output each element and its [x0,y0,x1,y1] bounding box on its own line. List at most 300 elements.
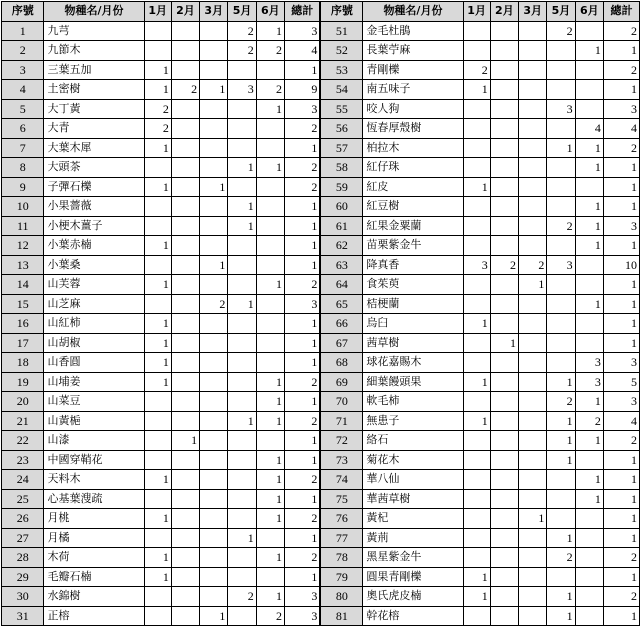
right-total-count-cell: 1 [603,314,639,334]
table-row [2,606,640,626]
left-jan-count-cell: 1 [144,509,171,529]
right-seq-cell: 74 [320,470,362,490]
left-mar-count-cell [200,450,228,470]
left-jun-count-cell [256,119,284,139]
left-seq-cell: 11 [2,216,44,236]
left-total-count-cell: 2 [285,372,321,392]
right-total-count-cell: 3 [603,392,639,412]
right-jun-count-cell: 1 [575,392,603,412]
left-total-count-cell: 1 [285,353,321,373]
left-may-count-cell [228,236,256,256]
right-species-name-cell: 菊花木 [363,450,463,470]
left-species-name-cell: 山芙蓉 [44,275,144,295]
left-may-count-cell [228,353,256,373]
left-jan-count-cell [144,411,171,431]
right-mar-count-cell [519,294,547,314]
left-total-count-cell: 1 [285,236,321,256]
left-feb-count-cell [171,548,199,568]
right-mar-count-cell [519,216,547,236]
left-may-count-cell: 2 [228,41,256,61]
left-mar-count-cell [200,353,228,373]
left-total-count-cell: 3 [285,294,321,314]
table-row [2,99,640,119]
right-jan-count-cell [463,333,490,353]
right-may-count-cell [547,567,575,587]
left-species-name-cell: 山埔姜 [44,372,144,392]
right-species-name-cell: 桔梗蘭 [363,294,463,314]
right-seq-cell: 76 [320,509,362,529]
right-feb-count-cell [490,431,518,451]
right-may-count-cell [547,158,575,178]
right-species-name-cell: 華八仙 [363,470,463,490]
left-jan-count-cell [144,392,171,412]
left-feb-count-cell [171,41,199,61]
left-jun-count-cell [256,353,284,373]
left-jan-count-cell [144,294,171,314]
right-species-name-cell: 柏拉木 [363,138,463,158]
right-seq-cell: 53 [320,60,362,80]
right-feb-count-cell [490,450,518,470]
right-total-count-cell: 3 [603,216,639,236]
right-species-name-cell: 食茱萸 [363,275,463,295]
header-species: 物種名/月份 [363,2,463,22]
left-mar-count-cell [200,99,228,119]
table-row [2,392,640,412]
left-species-name-cell: 大丁黃 [44,99,144,119]
right-species-name-cell: 咬人狗 [363,99,463,119]
right-jan-count-cell [463,470,490,490]
right-jan-count-cell [463,236,490,256]
left-may-count-cell [228,314,256,334]
right-mar-count-cell [519,138,547,158]
left-seq-cell: 7 [2,138,44,158]
right-jun-count-cell [575,99,603,119]
left-jan-count-cell [144,587,171,607]
right-total-count-cell: 1 [603,606,639,626]
right-seq-cell: 57 [320,138,362,158]
right-feb-count-cell: 2 [490,255,518,275]
left-mar-count-cell: 1 [200,255,228,275]
right-seq-cell: 64 [320,275,362,295]
right-seq-cell: 78 [320,548,362,568]
left-species-name-cell: 小梗木薑子 [44,216,144,236]
species-monthly-count-table [1,1,640,626]
left-jun-count-cell: 1 [256,548,284,568]
left-species-name-cell: 大青 [44,119,144,139]
right-may-count-cell [547,470,575,490]
right-jun-count-cell [575,567,603,587]
right-jun-count-cell: 3 [575,353,603,373]
left-jan-count-cell [144,450,171,470]
left-mar-count-cell [200,119,228,139]
left-jun-count-cell: 1 [256,99,284,119]
left-feb-count-cell [171,21,199,41]
left-jan-count-cell [144,489,171,509]
right-jun-count-cell: 1 [575,294,603,314]
left-jun-count-cell: 1 [256,21,284,41]
left-seq-cell: 21 [2,411,44,431]
left-may-count-cell [228,548,256,568]
table-row [2,21,640,41]
right-may-count-cell [547,353,575,373]
left-feb-count-cell [171,314,199,334]
right-feb-count-cell [490,99,518,119]
right-feb-count-cell [490,353,518,373]
left-feb-count-cell [171,294,199,314]
right-mar-count-cell [519,431,547,451]
right-jun-count-cell [575,177,603,197]
right-total-count-cell: 1 [603,470,639,490]
right-jun-count-cell [575,275,603,295]
left-total-count-cell: 2 [285,275,321,295]
right-may-count-cell [547,294,575,314]
right-seq-cell: 59 [320,177,362,197]
right-jan-count-cell [463,489,490,509]
left-seq-cell: 31 [2,606,44,626]
table-row [2,509,640,529]
right-total-count-cell: 3 [603,353,639,373]
right-mar-count-cell [519,450,547,470]
right-jan-count-cell [463,392,490,412]
left-feb-count-cell [171,255,199,275]
header-mar: 3月 [200,2,228,22]
left-species-name-cell: 大葉木犀 [44,138,144,158]
right-may-count-cell: 1 [547,372,575,392]
left-species-name-cell: 山胡椒 [44,333,144,353]
left-jan-count-cell: 1 [144,333,171,353]
left-may-count-cell: 1 [228,197,256,217]
right-feb-count-cell [490,567,518,587]
left-jan-count-cell [144,21,171,41]
right-seq-cell: 80 [320,587,362,607]
left-jun-count-cell: 2 [256,41,284,61]
left-jan-count-cell: 2 [144,99,171,119]
left-mar-count-cell [200,587,228,607]
left-jun-count-cell [256,431,284,451]
left-may-count-cell [228,60,256,80]
left-may-count-cell [228,450,256,470]
left-jun-count-cell [256,60,284,80]
left-total-count-cell: 2 [285,411,321,431]
left-feb-count-cell [171,450,199,470]
left-jun-count-cell: 1 [256,450,284,470]
right-total-count-cell: 1 [603,275,639,295]
left-feb-count-cell [171,489,199,509]
right-may-count-cell [547,80,575,100]
right-feb-count-cell [490,138,518,158]
left-species-name-cell: 中國穿鞘花 [44,450,144,470]
left-seq-cell: 14 [2,275,44,295]
right-mar-count-cell [519,158,547,178]
left-mar-count-cell [200,528,228,548]
right-may-count-cell: 3 [547,255,575,275]
right-feb-count-cell [490,411,518,431]
left-feb-count-cell [171,119,199,139]
right-feb-count-cell [490,216,518,236]
left-seq-cell: 1 [2,21,44,41]
table-row [2,470,640,490]
left-species-name-cell: 天料木 [44,470,144,490]
right-mar-count-cell [519,392,547,412]
header-jun: 6月 [256,2,284,22]
right-feb-count-cell: 1 [490,333,518,353]
left-species-name-cell: 木荷 [44,548,144,568]
table-row [2,411,640,431]
header-may: 5月 [228,2,256,22]
left-jun-count-cell: 1 [256,489,284,509]
right-jun-count-cell: 2 [575,411,603,431]
right-seq-cell: 71 [320,411,362,431]
right-jun-count-cell: 1 [575,489,603,509]
left-jan-count-cell [144,431,171,451]
left-total-count-cell: 1 [285,333,321,353]
left-seq-cell: 13 [2,255,44,275]
left-feb-count-cell [171,587,199,607]
left-jan-count-cell: 1 [144,177,171,197]
table-row [2,567,640,587]
left-may-count-cell [228,489,256,509]
right-jan-count-cell [463,21,490,41]
left-feb-count-cell [171,275,199,295]
right-mar-count-cell [519,567,547,587]
right-jun-count-cell: 1 [575,158,603,178]
left-feb-count-cell [171,216,199,236]
right-species-name-cell: 降真香 [363,255,463,275]
right-feb-count-cell [490,60,518,80]
left-feb-count-cell [171,528,199,548]
table-row [2,80,640,100]
left-jun-count-cell: 1 [256,411,284,431]
left-feb-count-cell [171,411,199,431]
right-mar-count-cell [519,99,547,119]
right-may-count-cell: 2 [547,392,575,412]
left-jun-count-cell: 1 [256,275,284,295]
right-feb-count-cell [490,470,518,490]
right-jun-count-cell: 1 [575,431,603,451]
left-may-count-cell [228,255,256,275]
left-species-name-cell: 大頭茶 [44,158,144,178]
right-may-count-cell [547,489,575,509]
left-may-count-cell [228,392,256,412]
left-seq-cell: 9 [2,177,44,197]
left-mar-count-cell [200,411,228,431]
right-total-count-cell: 4 [603,119,639,139]
left-seq-cell: 28 [2,548,44,568]
header-mar: 3月 [519,2,547,22]
left-jan-count-cell: 1 [144,470,171,490]
right-seq-cell: 73 [320,450,362,470]
left-jan-count-cell [144,41,171,61]
right-may-count-cell: 2 [547,216,575,236]
left-may-count-cell [228,509,256,529]
left-may-count-cell [228,372,256,392]
right-mar-count-cell: 2 [519,255,547,275]
right-seq-cell: 55 [320,99,362,119]
left-jun-count-cell [256,197,284,217]
right-feb-count-cell [490,548,518,568]
left-total-count-cell: 2 [285,509,321,529]
left-species-name-cell: 三葉五加 [44,60,144,80]
right-jan-count-cell: 1 [463,587,490,607]
right-feb-count-cell [490,119,518,139]
right-may-count-cell [547,177,575,197]
right-mar-count-cell [519,372,547,392]
right-may-count-cell [547,509,575,529]
left-total-count-cell: 1 [285,138,321,158]
header-feb: 2月 [490,2,518,22]
left-jun-count-cell: 2 [256,606,284,626]
left-jun-count-cell: 1 [256,470,284,490]
left-mar-count-cell [200,21,228,41]
header-seq: 序號 [2,2,44,22]
left-seq-cell: 6 [2,119,44,139]
left-total-count-cell: 2 [285,119,321,139]
right-seq-cell: 60 [320,197,362,217]
left-jan-count-cell: 1 [144,236,171,256]
left-mar-count-cell [200,333,228,353]
left-mar-count-cell [200,431,228,451]
left-seq-cell: 27 [2,528,44,548]
right-jun-count-cell: 1 [575,236,603,256]
left-jan-count-cell: 1 [144,314,171,334]
right-species-name-cell: 圓果青剛櫟 [363,567,463,587]
right-seq-cell: 72 [320,431,362,451]
right-mar-count-cell [519,470,547,490]
left-mar-count-cell: 1 [200,80,228,100]
left-jan-count-cell [144,255,171,275]
left-jun-count-cell: 1 [256,392,284,412]
left-jan-count-cell: 1 [144,548,171,568]
left-jun-count-cell: 1 [256,587,284,607]
left-species-name-cell: 山芝麻 [44,294,144,314]
left-jun-count-cell [256,333,284,353]
table-row [2,41,640,61]
left-jan-count-cell: 2 [144,119,171,139]
right-seq-cell: 63 [320,255,362,275]
left-mar-count-cell: 1 [200,177,228,197]
right-seq-cell: 61 [320,216,362,236]
right-may-count-cell [547,275,575,295]
right-feb-count-cell [490,236,518,256]
right-may-count-cell [547,314,575,334]
left-species-name-cell: 月橘 [44,528,144,548]
right-species-name-cell: 幹花榕 [363,606,463,626]
right-jan-count-cell: 1 [463,372,490,392]
right-total-count-cell: 2 [603,60,639,80]
right-total-count-cell: 10 [603,255,639,275]
left-total-count-cell: 2 [285,548,321,568]
left-species-name-cell: 九節木 [44,41,144,61]
left-jun-count-cell: 2 [256,80,284,100]
table-row [2,197,640,217]
right-feb-count-cell [490,509,518,529]
left-mar-count-cell [200,489,228,509]
left-seq-cell: 16 [2,314,44,334]
header-jun: 6月 [575,2,603,22]
left-may-count-cell [228,470,256,490]
right-species-name-cell: 恆春厚殼樹 [363,119,463,139]
right-jun-count-cell [575,450,603,470]
left-may-count-cell [228,119,256,139]
right-species-name-cell: 華茜草樹 [363,489,463,509]
left-mar-count-cell [200,548,228,568]
right-species-name-cell: 紅果金粟蘭 [363,216,463,236]
right-may-count-cell [547,41,575,61]
left-may-count-cell: 2 [228,21,256,41]
left-feb-count-cell [171,509,199,529]
left-may-count-cell: 1 [228,294,256,314]
right-total-count-cell: 1 [603,528,639,548]
right-total-count-cell: 1 [603,80,639,100]
right-feb-count-cell [490,41,518,61]
table-row [2,60,640,80]
left-jun-count-cell [256,528,284,548]
table-row [2,333,640,353]
left-feb-count-cell [171,353,199,373]
left-jun-count-cell: 1 [256,372,284,392]
left-seq-cell: 23 [2,450,44,470]
right-seq-cell: 51 [320,21,362,41]
right-seq-cell: 68 [320,353,362,373]
right-mar-count-cell [519,119,547,139]
left-feb-count-cell [171,236,199,256]
right-jan-count-cell [463,548,490,568]
right-species-name-cell: 青剛櫟 [363,60,463,80]
right-species-name-cell: 黃荊 [363,528,463,548]
right-jan-count-cell [463,216,490,236]
right-jan-count-cell [463,158,490,178]
right-total-count-cell: 2 [603,138,639,158]
left-total-count-cell: 1 [285,197,321,217]
right-jan-count-cell [463,99,490,119]
right-jan-count-cell: 1 [463,80,490,100]
right-jun-count-cell [575,21,603,41]
right-total-count-cell: 1 [603,333,639,353]
right-total-count-cell: 3 [603,99,639,119]
left-species-name-cell: 心基葉溲疏 [44,489,144,509]
right-seq-cell: 65 [320,294,362,314]
right-species-name-cell: 球花嘉賜木 [363,353,463,373]
left-total-count-cell: 4 [285,41,321,61]
left-total-count-cell: 1 [285,314,321,334]
table-row [2,353,640,373]
right-feb-count-cell [490,392,518,412]
right-feb-count-cell [490,314,518,334]
right-may-count-cell: 1 [547,138,575,158]
left-feb-count-cell [171,333,199,353]
right-seq-cell: 81 [320,606,362,626]
left-may-count-cell: 1 [228,158,256,178]
left-feb-count-cell [171,60,199,80]
right-total-count-cell: 1 [603,41,639,61]
right-mar-count-cell [519,41,547,61]
right-jan-count-cell: 1 [463,177,490,197]
right-may-count-cell [547,197,575,217]
left-total-count-cell: 1 [285,450,321,470]
left-jun-count-cell: 1 [256,509,284,529]
table-row [2,314,640,334]
left-mar-count-cell [200,509,228,529]
left-seq-cell: 18 [2,353,44,373]
left-jan-count-cell [144,528,171,548]
right-jan-count-cell [463,509,490,529]
left-jun-count-cell [256,294,284,314]
header-species: 物種名/月份 [44,2,144,22]
right-mar-count-cell [519,411,547,431]
left-jun-count-cell [256,567,284,587]
left-feb-count-cell [171,470,199,490]
right-may-count-cell: 2 [547,21,575,41]
